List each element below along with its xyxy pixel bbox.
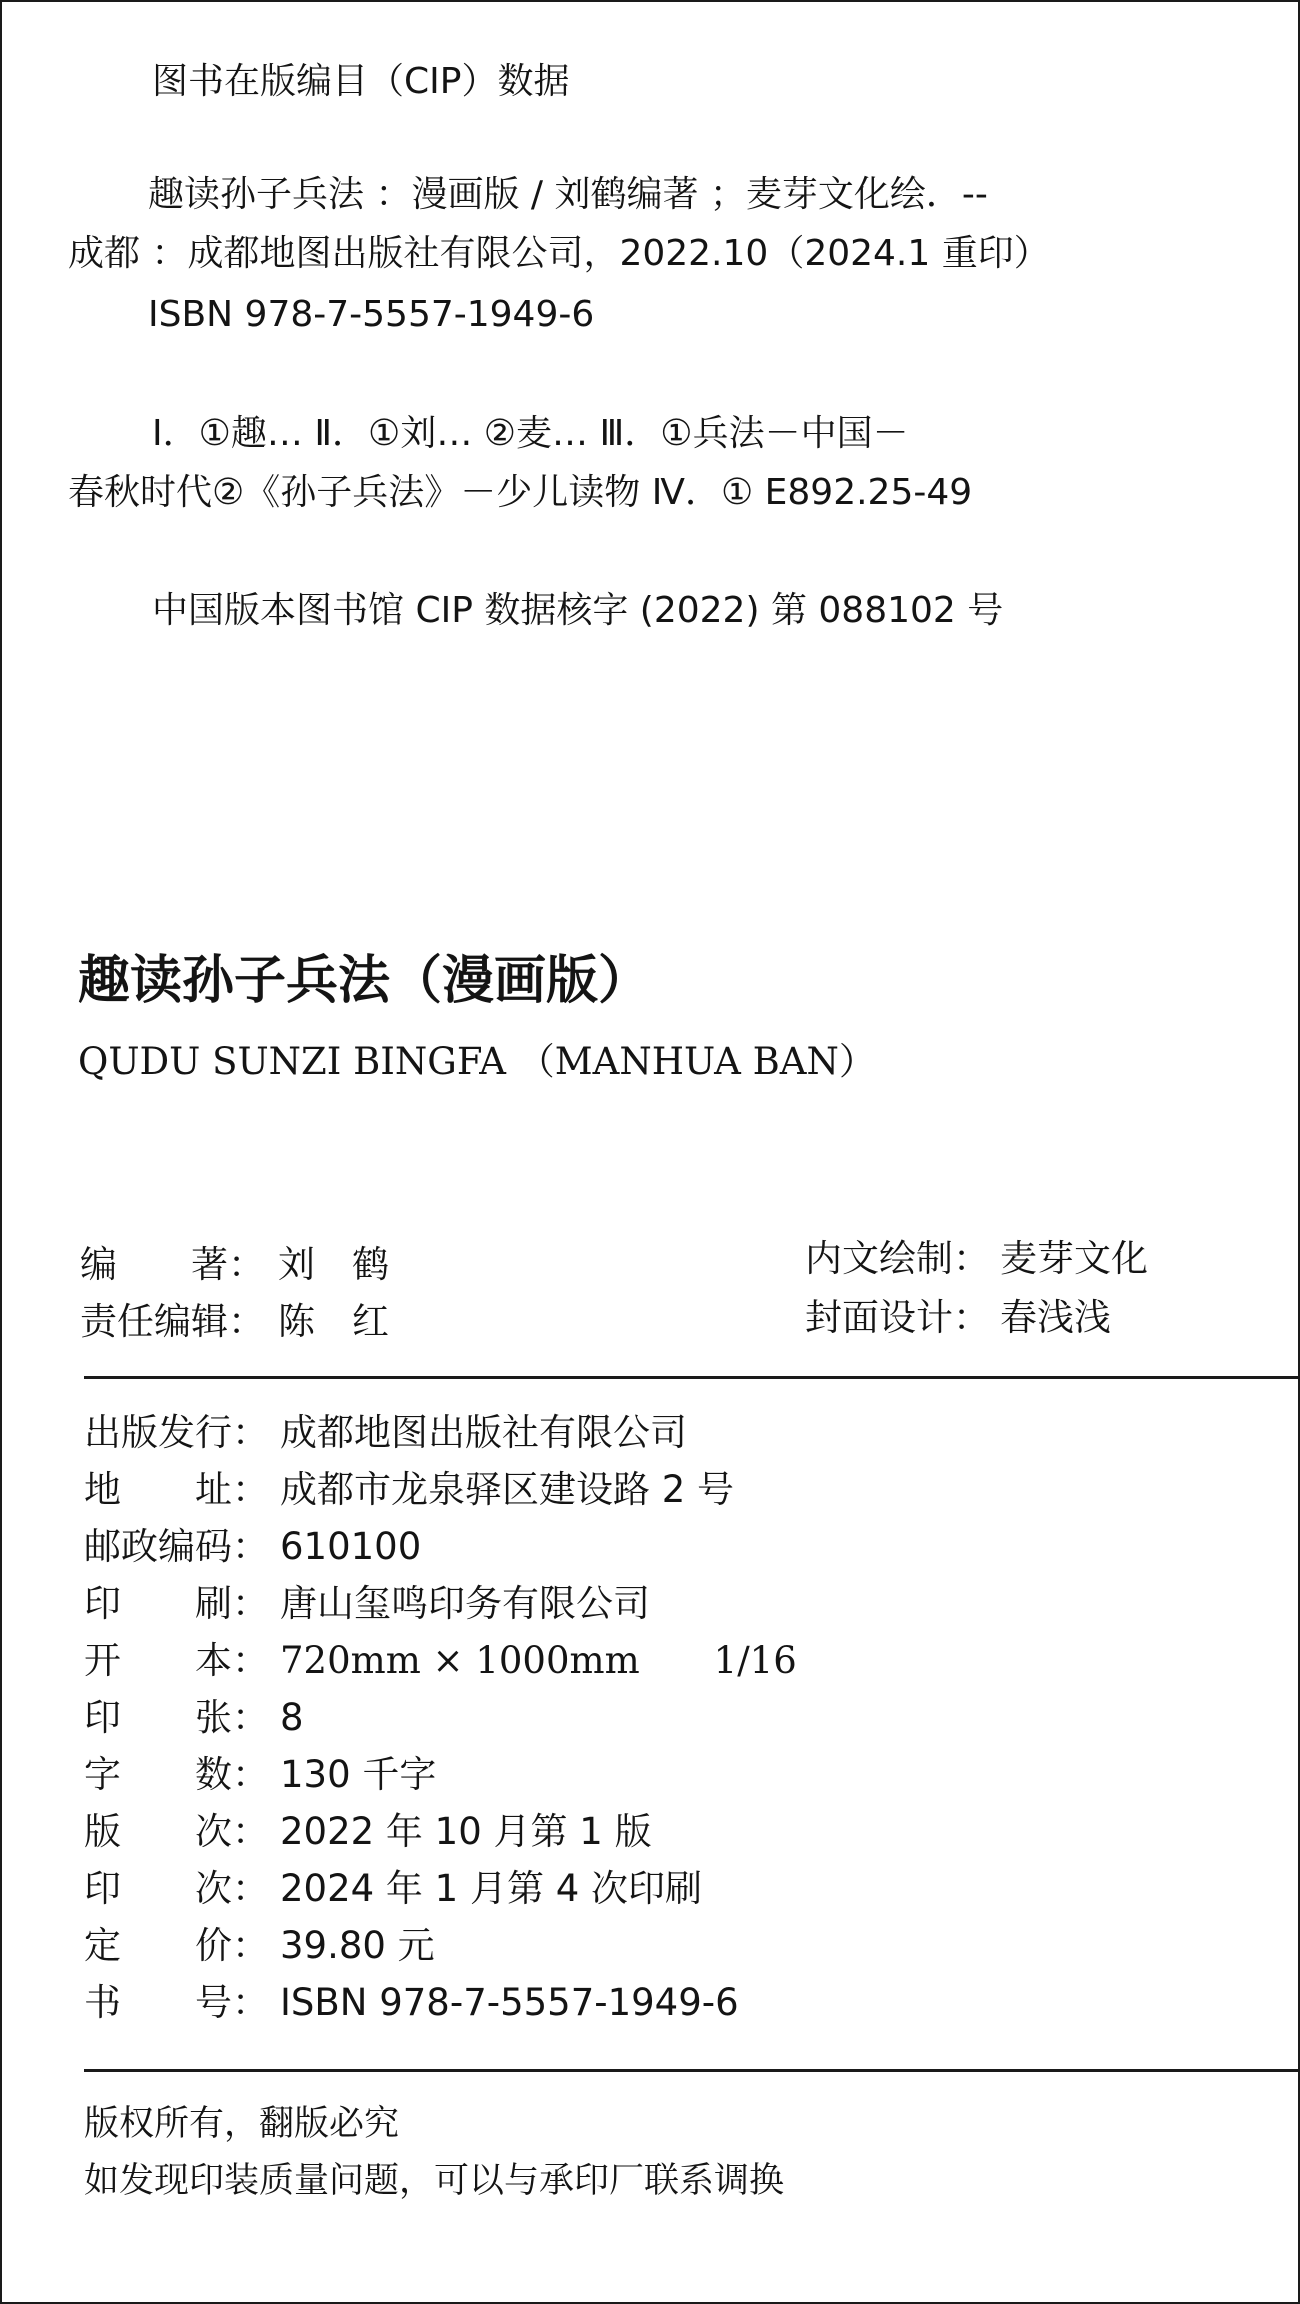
cip-line-1: 趣读孙子兵法 ：漫画版 / 刘鹤编著 ；麦芽文化绘．-- xyxy=(148,174,988,215)
credit-cover-value: 春浅浅 xyxy=(1000,1296,1111,1339)
cip-line-5: 春秋时代②《孙子兵法》－少儿读物 Ⅳ．① E892.25-49 xyxy=(68,472,973,513)
credit-illustration-label: 内文绘制： xyxy=(805,1237,990,1280)
pub-row-isbn xyxy=(84,1981,739,2095)
pub-label: 出版发行： xyxy=(84,1411,269,1454)
pub-label: 字 数： xyxy=(84,1753,269,1796)
quality-notice: 如发现印装质量问题，可以与承印厂联系调换 xyxy=(84,2161,785,2201)
book-title-pinyin: QUDU SUNZI BINGFA （MANHUA BAN） xyxy=(78,1040,876,1083)
pub-value: 130 千字 xyxy=(280,1753,437,1796)
pub-label: 印 张： xyxy=(84,1696,269,1739)
pub-label: 邮政编码： xyxy=(84,1525,269,1568)
pub-value: ISBN 978-7-5557-1949-6 xyxy=(280,1981,739,2024)
cip-line-2: 成都 ：成都地图出版社有限公司，2022.10（2024.1 重印） xyxy=(68,233,1050,274)
credit-cover-label: 封面设计： xyxy=(805,1296,990,1339)
pub-value: 39.80 元 xyxy=(280,1924,435,1967)
cip-line-3: ISBN 978-7-5557-1949-6 xyxy=(148,294,595,335)
cip-line-4: Ⅰ．①趣… Ⅱ．①刘… ②麦… Ⅲ．①兵法－中国－ xyxy=(152,413,909,454)
pub-value: 2022 年 10 月第 1 版 xyxy=(280,1810,652,1853)
pub-label: 书 号： xyxy=(84,1981,269,2024)
pub-value: 720mm × 1000mm 1/16 xyxy=(280,1639,797,1682)
pub-value: 唐山玺鸣印务有限公司 xyxy=(280,1582,650,1625)
credit-author-label: 编 著： xyxy=(80,1243,265,1286)
pub-label: 定 价： xyxy=(84,1924,269,1967)
divider-bottom xyxy=(84,2069,1300,2072)
pub-label: 印 刷： xyxy=(84,1582,269,1625)
pub-label: 开 本： xyxy=(84,1639,269,1682)
pub-value: 成都地图出版社有限公司 xyxy=(280,1411,687,1454)
pub-label: 地 址： xyxy=(84,1468,269,1511)
credit-editor-label: 责任编辑： xyxy=(80,1300,265,1343)
divider-top xyxy=(84,1376,1300,1379)
pub-value: 2024 年 1 月第 4 次印刷 xyxy=(280,1867,703,1910)
copyright-notice: 版权所有，翻版必究 xyxy=(84,2104,400,2144)
credit-author-value: 刘 鹤 xyxy=(278,1243,389,1286)
pub-label: 印 次： xyxy=(84,1867,269,1910)
pub-value: 610100 xyxy=(280,1525,422,1568)
cip-heading: 图书在版编目（CIP）数据 xyxy=(152,61,570,102)
book-title: 趣读孙子兵法（漫画版） xyxy=(78,951,651,1011)
pub-value: 8 xyxy=(280,1696,304,1739)
cip-line-6: 中国版本图书馆 CIP 数据核字 (2022) 第 088102 号 xyxy=(152,590,1004,631)
credit-illustration-value: 麦芽文化 xyxy=(1000,1237,1148,1280)
credit-editor-value: 陈 红 xyxy=(278,1300,389,1343)
pub-label: 版 次： xyxy=(84,1810,269,1853)
pub-value: 成都市龙泉驿区建设路 2 号 xyxy=(280,1468,735,1511)
